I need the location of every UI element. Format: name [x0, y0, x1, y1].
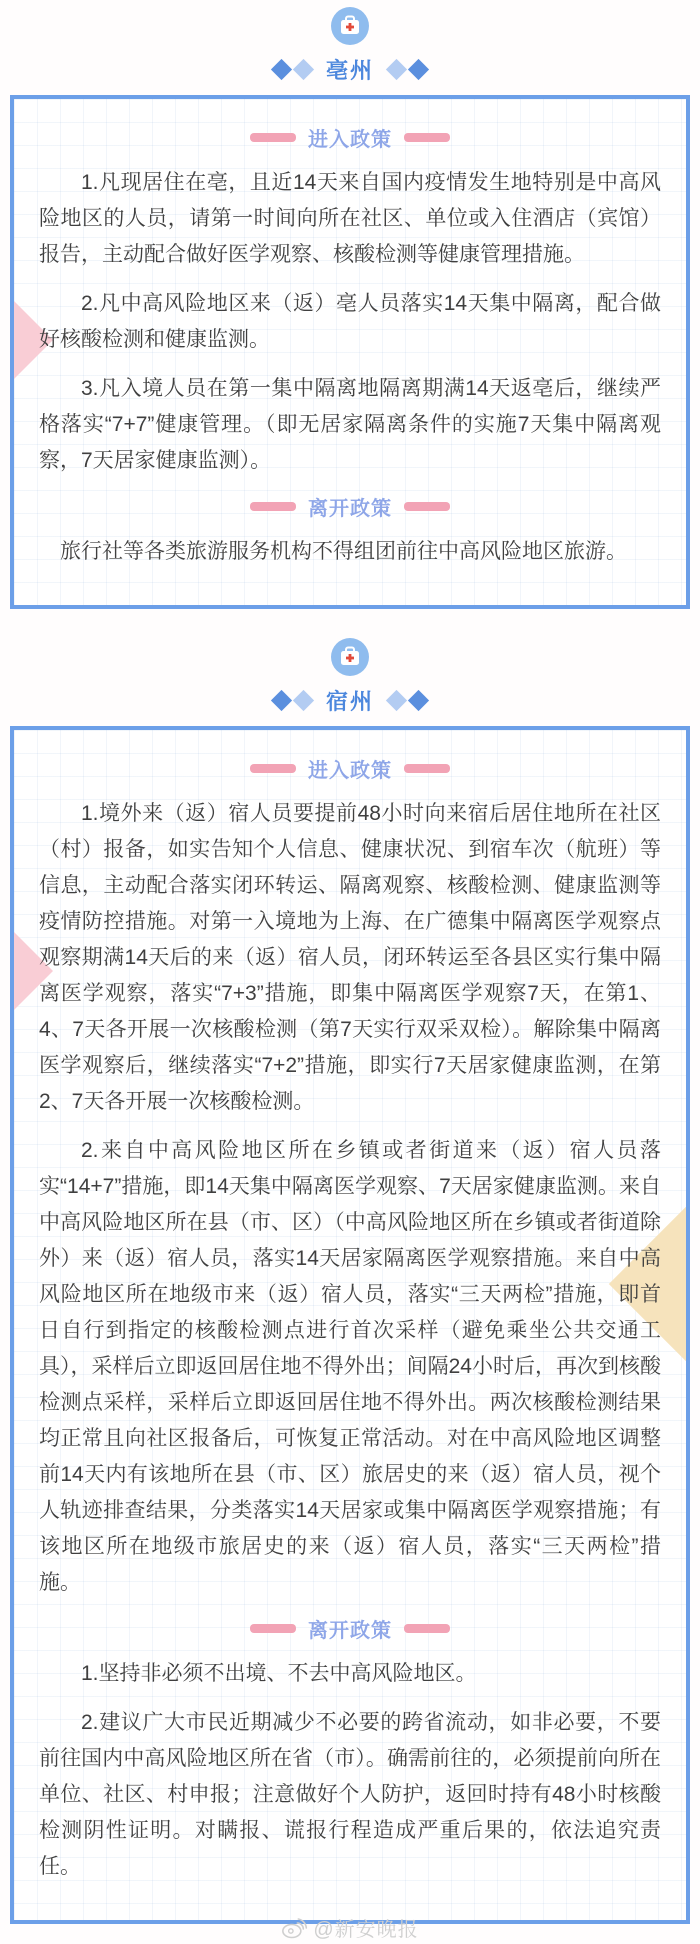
title-bar-left [250, 764, 296, 773]
city-name: 宿州 [325, 689, 374, 714]
watermark [281, 1913, 418, 1942]
title-bar-left [250, 502, 296, 511]
policy-paragraph: 2.凡中高风险地区来（返）亳人员落实14天集中隔离，配合做好核酸检测和健康监测。 [39, 292, 661, 351]
city-header-bozhou [0, 0, 700, 85]
enter-policy-title: 进入政策 [39, 754, 661, 783]
title-bar-right [404, 764, 450, 773]
title-bar-right [404, 1624, 450, 1633]
title-bar-left [250, 1624, 296, 1633]
policy-paragraph: 1.凡现居住在亳，且近14天来自国内疫情发生地特别是中高风险地区的人员，请第一时间向所在社区、单位或入住酒店（宾馆）报告，主动配合做好医学观察、核酸检测等健康管理措施。 [39, 171, 661, 266]
policy-card-suzhou [10, 726, 690, 1924]
policy-paragraph: 2.来自中高风险地区所在乡镇或者街道来（返）宿人员落实“14+7”措施，即14天集中隔离医学观察、7天居家健康监测。来自中高风险地区所在县（市、区）（中高风险地区所在乡镇或者街道除外）来（返）宿人员，落实14天居家隔离医学观察措施。来自中高风险地区所在地级市来（返）宿人员，落实“三天两检”措施，即首日自行到指定的核酸检测点进行首次采样（避免乘坐公共交通工具），采样后立即返回居住地不得外出；间隔24小时后，再次到核酸检测点采样，采样后立即返回居住地不得外出。两次核酸检测结果均正常且向社区报备后，可恢复正常活动。对在中高风险地区调整前14天内有该地所在县（市、区）旅居史的来（返）宿人员，视个人轨迹排查结果，分类落实14天居家或集中隔离医学观察措施；有该地区所在地级市旅居史的来（返）宿人员，落实“三天两检”措施。 [39, 1139, 661, 1594]
medical-kit-icon [331, 638, 369, 676]
policy-paragraph: 1.坚持非必须不出境、不去中高风险地区。 [81, 1662, 477, 1685]
diamond-icon [386, 690, 407, 711]
city-name: 亳州 [325, 58, 374, 83]
diamond-icon [271, 59, 292, 80]
diamond-icon [386, 59, 407, 80]
title-bar-right [404, 133, 450, 142]
policy-paragraph: 1.境外来（返）宿人员要提前48小时向来宿后居住地所在社区（村）报备，如实告知个人信息、健康状况、到宿车次（航班）等信息，主动配合落实闭环转运、隔离观察、核酸检测、健康监测等疫情防控措施。对第一入境地为上海、在广德集中隔离医学观察点观察期满14天后的来（返）宿人员，闭环转运至各县区实行集中隔离医学观察，落实“7+3”措施，即集中隔离医学观察7天，在第1、4、7天各开展一次核酸检测（第7天实行双采双检）。解除集中隔离医学观察后，继续落实“7+2”措施，即实行7天居家健康监测，在第2、7天各开展一次核酸检测。 [39, 802, 661, 1113]
weibo-icon [281, 1917, 307, 1939]
diamond-icon [271, 690, 292, 711]
policy-paragraph: 3.凡入境人员在第一集中隔离地隔离期满14天返亳后，继续严格落实“7+7”健康管理。（即无居家隔离条件的实施7天集中隔离观察，7天居家健康监测）。 [39, 377, 661, 472]
policy-paragraph: 旅行社等各类旅游服务机构不得组团前往中高风险地区旅游。 [60, 540, 627, 563]
diamond-icon [293, 690, 314, 711]
enter-policy-title: 进入政策 [39, 123, 661, 152]
city-header-suzhou [0, 631, 700, 716]
watermark-handle: @新安晚报 [313, 1919, 419, 1941]
policy-card-bozhou [10, 95, 690, 609]
leave-policy-title: 离开政策 [39, 492, 661, 521]
diamond-icon [408, 59, 429, 80]
diamond-icon [408, 690, 429, 711]
policy-paragraph: 2.建议广大市民近期减少不必要的跨省流动，如非必要，不要前往国内中高风险地区所在省（市）。确需前往的，必须提前向所在单位、社区、村申报；注意做好个人防护，返回时持有48小时核酸检测阴性证明。对瞒报、谎报行程造成严重后果的，依法追究责任。 [39, 1711, 661, 1878]
title-bar-right [404, 502, 450, 511]
title-bar-left [250, 133, 296, 142]
city-title-row [0, 54, 700, 85]
leave-policy-title: 离开政策 [39, 1614, 661, 1643]
city-title-row [0, 685, 700, 716]
medical-kit-icon [331, 7, 369, 45]
diamond-icon [293, 59, 314, 80]
